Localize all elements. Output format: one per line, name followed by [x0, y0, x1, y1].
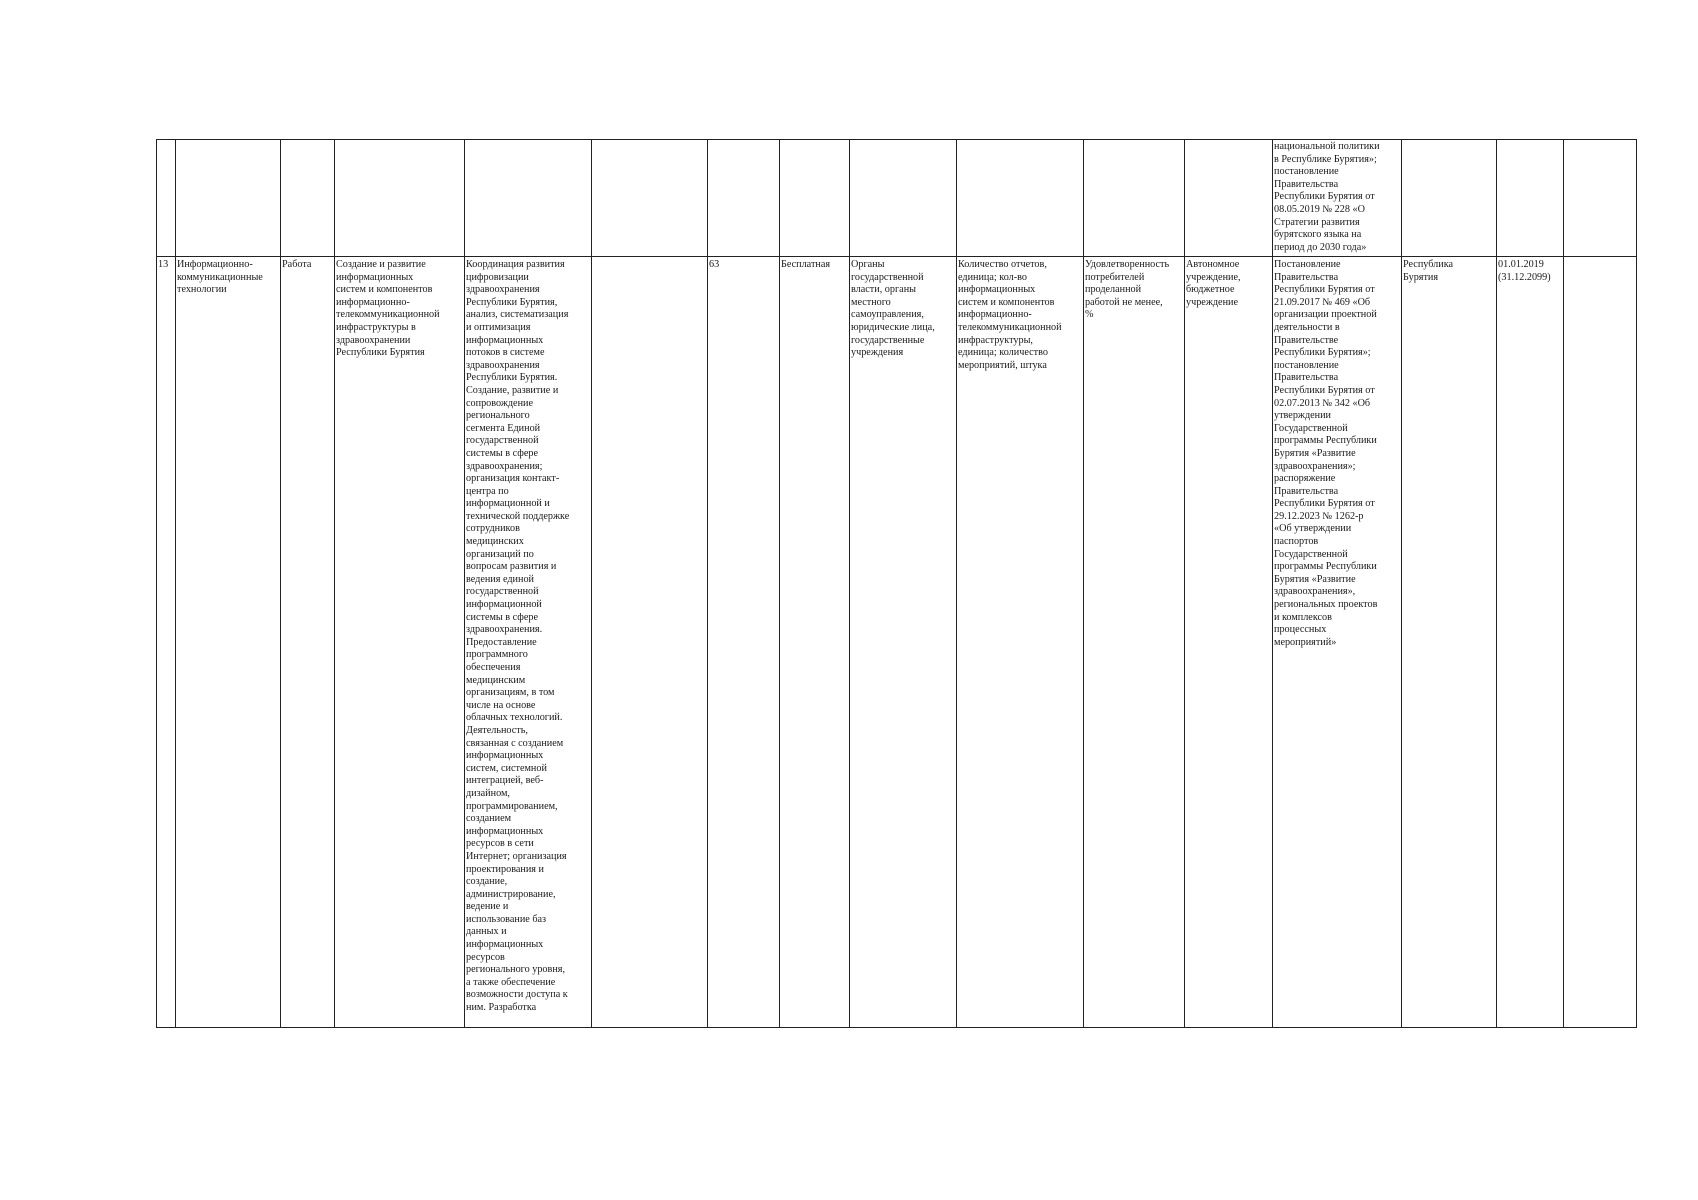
institution-types-cell: Автономное учреждение, бюджетное учреждение	[1186, 259, 1241, 308]
col-border-4	[464, 139, 465, 1028]
col-border-14	[1496, 139, 1497, 1028]
col-border-3	[334, 139, 335, 1028]
authority-cell: Республика Бурятия	[1403, 259, 1454, 283]
name-cell: Создание и развитие информационных систем и компонентов информационно- телекоммуникационной инфраструктуры в здравоохранении Республики Бурятия	[336, 259, 440, 359]
activity-area-cell: Информационно- коммуникационные технологии	[177, 259, 263, 296]
consumers-cell: Органы государственной власти, органы местного самоуправления, юридические лица, государственные учреждения	[851, 259, 935, 359]
col-border-11	[1184, 139, 1185, 1028]
quality-indicators-cell: Удовлетворенность потребителей проделанной работой не менее, %	[1085, 259, 1170, 321]
col-border-8	[849, 139, 850, 1028]
col-border-6	[707, 139, 708, 1028]
col-border-10	[1083, 139, 1084, 1028]
col-border-0	[156, 139, 157, 1028]
col-border-9	[956, 139, 957, 1028]
table-bottom-border	[156, 1027, 1636, 1028]
content-cell: Координация развития цифровизации здравоохранения Республики Бурятия, анализ, систематизация и оптимизация информационных потоков в системе здравоохранения Республики Бурятия. Создание, развитие и сопровождение регионального сегмента Единой государственной системы в сфере здравоохранения; организация контакт- центра по информационной и технической поддержке сотрудников медицинских организаций по вопросам развития и ведения единой государственной информационной системы в сфере здравоохранения. Предоставление программного обеспечения медицинским организациям, в том числе на основе облачных технологий. Деятельность, связанная с созданием информационных систем, системной интеграцией, веб- дизайном, программированием, созданием информационных ресурсов в сети Интернет; организация проектирования и создание, администрирование, ведение и использование баз данных и информационных ресурсов регионального уровня, а также обеспечение возможности доступа к ним. Разработка	[466, 259, 570, 1014]
col-border-16	[1636, 139, 1637, 1028]
code-cell: 63	[709, 259, 720, 270]
row-number-cell: 13	[158, 259, 169, 270]
row-divider	[156, 256, 1636, 257]
dates-cell: 01.01.2019 (31.12.2099)	[1498, 259, 1551, 283]
type-cell: Работа	[282, 259, 312, 270]
col-border-13	[1401, 139, 1402, 1028]
legal-basis-cell: Постановление Правительства Республики Бурятия от 21.09.2017 № 469 «Об организации проектной деятельности в Правительстве Республики Бурятия»; постановление Правительства Республики Бурятия от 02.07.2013 № 342 «Об утверждении Государственной программы Республики Бурятия «Развитие здравоохранения»; распоряжение Правительства Республики Бурятия от 29.12.2023 № 1262-р «Об утверждении паспортов Государственной программы Республики Бурятия «Развитие здравоохранения», региональных проектов и комплексов процессных мероприятий»	[1274, 259, 1378, 648]
col-border-1	[175, 139, 176, 1028]
col-border-15	[1563, 139, 1564, 1028]
payment-cell: Бесплатная	[781, 259, 831, 270]
col-border-12	[1272, 139, 1273, 1028]
col-border-2	[280, 139, 281, 1028]
col-border-7	[779, 139, 780, 1028]
col-border-5	[591, 139, 592, 1028]
volume-indicators-cell: Количество отчетов, единица; кол-во информационных систем и компонентов информационно- телекоммуникационной инфраструктуры, единица; количество мероприятий, штука	[958, 259, 1062, 371]
table-top-border	[156, 139, 1636, 140]
prev-legal-basis-cell: национальной политики в Республике Бурятия»; постановление Правительства Республики Бурятия от 08.05.2019 № 228 «О Стратегии развития бурятского языка на период до 2030 года»	[1274, 141, 1380, 253]
